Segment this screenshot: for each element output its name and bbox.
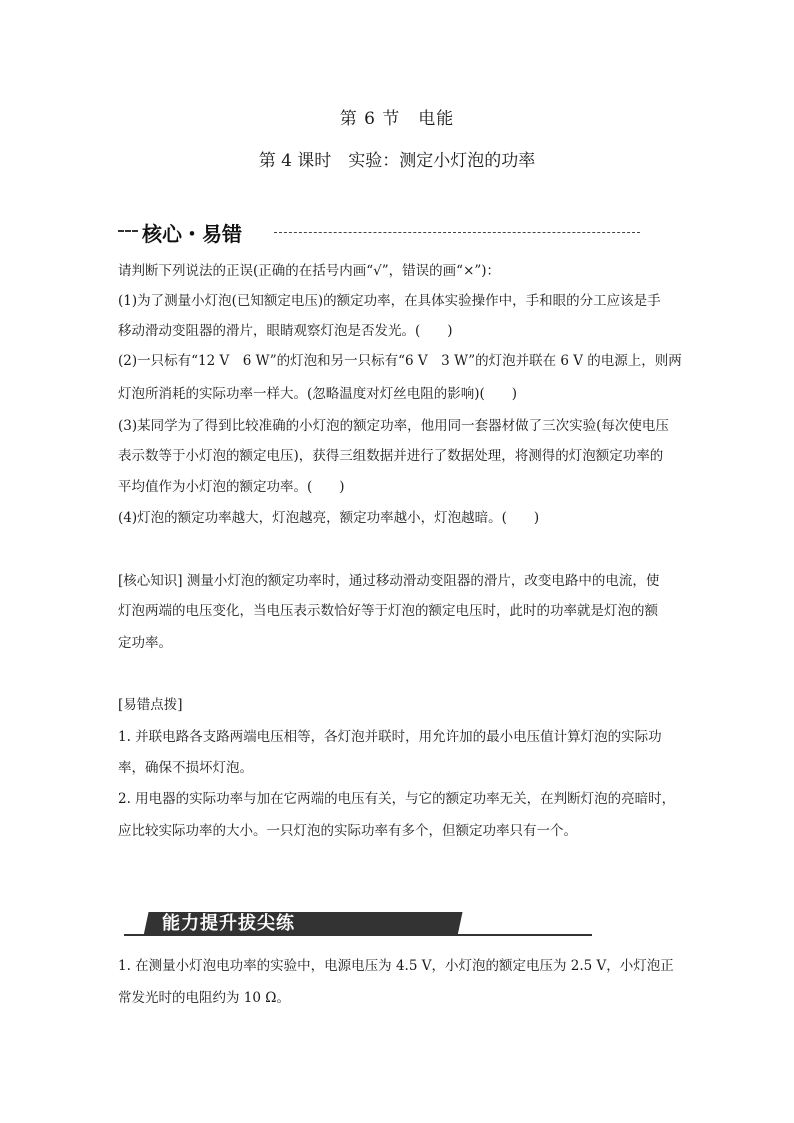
- statement-3-line-2: 表示数等于小灯泡的额定电压)，获得三组数据并进行了数据处理，将测得的灯泡额定功率的: [118, 448, 664, 464]
- core-heading-label: 核心・易错: [142, 222, 242, 246]
- question-1-line-1: 1. 在测量小灯泡电功率的实验中，电源电压为 4.5 V，小灯泡的额定电压为 2.5 V，小灯泡正: [118, 958, 674, 974]
- practice-section-banner: [124, 912, 592, 938]
- tip-1-line-1: 1. 并联电路各支路两端电压相等，各灯泡并联时，用允许加的最小电压值计算灯泡的实际功: [118, 729, 662, 745]
- tip-1-line-2: 率，确保不损坏灯泡。: [118, 760, 253, 776]
- core-knowledge-line-2: 灯泡两端的电压变化，当电压表示数恰好等于灯泡的额定电压时，此时的功率就是灯泡的额: [118, 603, 658, 619]
- statement-4: (4)灯泡的额定功率越大，灯泡越亮，额定功率越小，灯泡越暗。( ): [118, 510, 540, 526]
- tip-2-line-1: 2. 用电器的实际功率与加在它两端的电压有关，与它的额定功率无关，在判断灯泡的亮暗时，: [118, 791, 676, 807]
- lesson-title: 第 4 课时 实验：测定小灯泡的功率: [258, 151, 536, 171]
- statement-3-line-1: (3)某同学为了得到比较准确的小灯泡的额定功率，他用同一套器材做了三次实验(每次使电压: [118, 418, 669, 434]
- heading-lead-dashes: [118, 230, 138, 232]
- practice-heading-label: 能力提升拔尖练: [162, 913, 295, 934]
- section-title: 第 6 节 电能: [339, 109, 455, 129]
- tips-heading: [易错点拨]: [118, 697, 183, 713]
- statement-1-line-2: 移动滑动变阻器的滑片，眼睛观察灯泡是否发光。( ): [118, 323, 453, 339]
- question-1-line-2: 常发光时的电阻约为 10 Ω。: [118, 990, 290, 1006]
- statement-2-line-2: 灯泡所消耗的实际功率一样大。(忽略温度对灯丝电阻的影响)( ): [118, 386, 518, 402]
- heading-trail-dashes: [274, 232, 640, 233]
- statement-3-line-3: 平均值作为小灯泡的额定功率。( ): [118, 479, 345, 495]
- core-knowledge-line-3: 定功率。: [118, 635, 172, 651]
- statement-1-line-1: (1)为了测量小灯泡(已知额定电压)的额定功率，在具体实验操作中，手和眼的分工应该是手: [118, 293, 661, 309]
- core-knowledge-line-1: [核心知识] 测量小灯泡的额定功率时，通过移动滑动变阻器的滑片，改变电路中的电流，使: [118, 573, 660, 589]
- statement-2-line-1: (2)一只标有“12 V 6 W”的灯泡和另一只标有“6 V 3 W”的灯泡并联在 6 V 的电源上，则两: [118, 353, 682, 369]
- core-section-heading: [118, 218, 640, 248]
- judge-instruction: 请判断下列说法的正误(正确的在括号内画“√”，错误的画“×”)：: [118, 263, 501, 279]
- tip-2-line-2: 应比较实际功率的大小。一只灯泡的实际功率有多个，但额定功率只有一个。: [118, 823, 577, 839]
